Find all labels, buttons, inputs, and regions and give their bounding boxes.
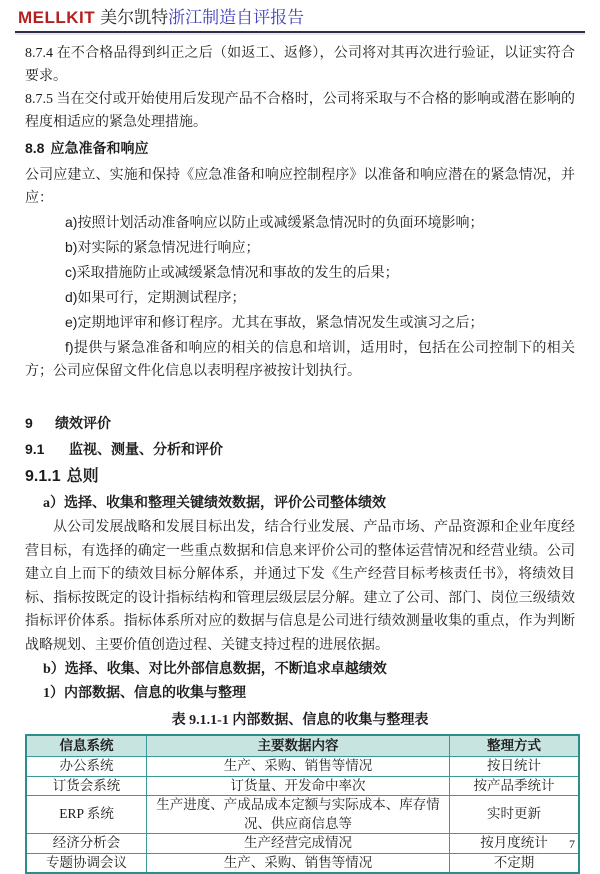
- table-cell: ERP 系统: [26, 796, 147, 834]
- subheading-b: b）选择、收集、对比外部信息数据，不断追求卓越绩效: [43, 662, 387, 677]
- list-item-e: [25, 311, 575, 335]
- table-caption: 表 9.1.1-1 内部数据、信息的收集与整理表: [171, 713, 429, 728]
- document-body: [0, 33, 600, 874]
- table-cell: 经济分析会: [26, 834, 147, 854]
- document-title: 浙江制造自评报告: [168, 8, 305, 27]
- heading-text: 监视、测量、分析和评价: [69, 443, 223, 458]
- table-cell: 按月度统计: [449, 834, 579, 854]
- paragraph-9-1-1: 从公司发展战略和发展目标出发，结合行业发展、产品市场、产品资源和企业年度经营目标，有选择的确定一些重点数据和信息来评价公司的整体运营情况和经营业绩。公司建立自上而下的绩效目标分解体系，并通过下发《生产经营目标考核责任书》，将绩效目标、指标按既定的设计指标结构和管理层级层层分解。建立了公司、部门、岗位三级绩效指标评价体系。指标体系所对应的数据与信息是公司进行绩效测量收集的重点，作为判断战略规划、主要价值创造过程、关键支持过程的进展依据。: [25, 520, 575, 653]
- heading-9-1: [25, 438, 575, 462]
- list-marker: b): [65, 239, 78, 255]
- page-header: [15, 0, 585, 33]
- heading-number: 9.1: [25, 441, 45, 457]
- list-text: 按照计划活动准备响应以防止或减缓紧急情况时的负面环境影响；: [77, 216, 484, 231]
- section-spacer: [25, 384, 575, 410]
- table-cell: 不定期: [449, 853, 579, 873]
- table-cell: 订货量、开发命中率次: [147, 776, 450, 796]
- page-number: 7: [569, 837, 575, 851]
- heading-8-8: [25, 137, 575, 161]
- list-text: 提供与紧急准备和响应的相关的信息和培训，适用时，包括在公司控制下的相关方；公司应保留文件化信息以表明程序被按计划执行。: [25, 341, 575, 379]
- subheading-1: 1）内部数据、信息的收集与整理: [43, 686, 246, 701]
- heading-number: 9.1.1: [25, 468, 61, 485]
- company-name: 美尔凯特: [100, 8, 169, 27]
- list-marker: a): [65, 214, 78, 230]
- col-header-main-data: 主要数据内容: [147, 735, 450, 757]
- heading-text: 应急准备和响应: [50, 142, 149, 157]
- list-item-d: [25, 286, 575, 310]
- heading-number: 9: [25, 415, 33, 431]
- table-cell: 实时更新: [449, 796, 579, 834]
- list-marker: e): [65, 314, 78, 330]
- table-row: [26, 796, 579, 834]
- table-cell: 办公系统: [26, 757, 147, 777]
- list-item-f: [25, 336, 575, 383]
- list-marker: f): [65, 339, 74, 355]
- heading-9: [25, 412, 575, 436]
- paragraph-8-7-5: 8.7.5 当在交付或开始使用后发现产品不合格时，公司将采取与不合格的影响或潜在影响的程度相适应的紧急处理措施。: [25, 92, 575, 130]
- table-cell: 按产品季统计: [449, 776, 579, 796]
- list-item-b: [25, 236, 575, 260]
- list-text: 采取措施防止或减缓紧急情况和事故的发生的后果；: [76, 266, 399, 281]
- col-header-info-system: 信息系统: [26, 735, 147, 757]
- heading-text: 总则: [66, 468, 99, 485]
- subheading-a: a）选择、收集和整理关键绩效数据，评价公司整体绩效: [43, 496, 386, 511]
- col-header-method: 整理方式: [449, 735, 579, 757]
- paragraph-8-8-intro: 公司应建立、实施和保持《应急准备和响应控制程序》以准备和响应潜在的紧急情况，并应：: [25, 168, 575, 206]
- table-cell: 生产经营完成情况: [147, 834, 450, 854]
- table-row: [26, 757, 579, 777]
- data-collection-table: [25, 734, 580, 874]
- brand-logo-text: MELLKIT: [18, 8, 96, 27]
- list-text: 如果可行，定期测试程序；: [77, 291, 246, 306]
- table-header-row: [26, 735, 579, 757]
- table-row: [26, 853, 579, 873]
- list-text: 对实际的紧急情况进行响应；: [77, 241, 260, 256]
- heading-text: 绩效评价: [55, 417, 111, 432]
- heading-number: 8.8: [25, 140, 45, 156]
- list-item-c: [25, 261, 575, 285]
- heading-9-1-1: [25, 465, 575, 488]
- table-cell: 生产、采购、销售等情况: [147, 757, 450, 777]
- list-marker: d): [65, 289, 78, 305]
- table-cell: 生产、采购、销售等情况: [147, 853, 450, 873]
- table-cell: 订货会系统: [26, 776, 147, 796]
- table-cell: 专题协调会议: [26, 853, 147, 873]
- table-cell: 生产进度、产成品成本定额与实际成本、库存情况、供应商信息等: [147, 796, 450, 834]
- list-marker: c): [65, 264, 77, 280]
- table-cell: 按日统计: [449, 757, 579, 777]
- list-text: 定期地评审和修订程序。尤其在事故，紧急情况发生或演习之后；: [77, 316, 484, 331]
- list-item-a: [25, 211, 575, 235]
- paragraph-8-7-4: 8.7.4 在不合格品得到纠正之后（如返工、返修），公司将对其再次进行验证，以证实符合要求。: [25, 46, 575, 84]
- table-row: [26, 834, 579, 854]
- table-row: [26, 776, 579, 796]
